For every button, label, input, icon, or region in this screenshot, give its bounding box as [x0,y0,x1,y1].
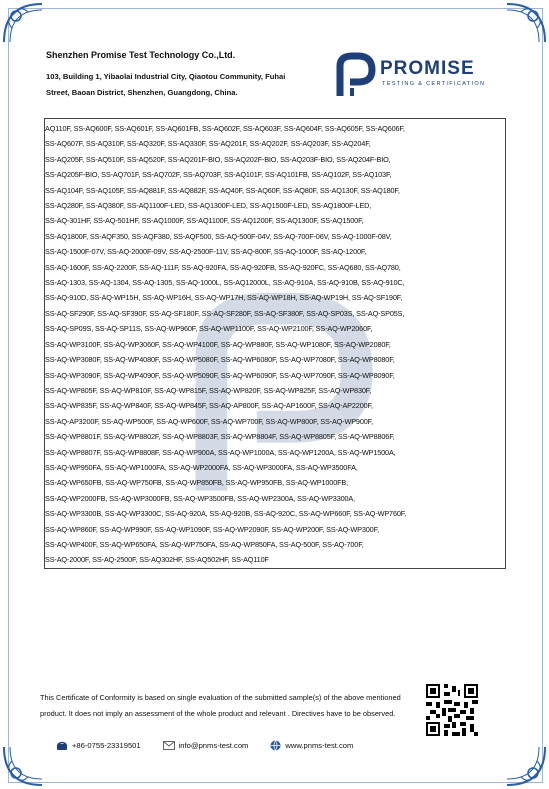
model-list-line: SS-AQ-WP3300B, SS-AQ-WP3300C, SS-AQ-920A, SS-AQ-920B, SS-AQ-920C, SS-AQ-WP660F, SS-AQ-WP760F, [45,509,407,519]
model-list-line: SS-AQ-WP400F, SS-AQ-WP650FA, SS-AQ-WP750FA, SS-AQ-WP850FA, SS-AQ-500F, SS-AQ-700F, [45,539,364,549]
model-list-line: AQ110F, SS-AQ600F, SS-AQ601F, SS-AQ601FB, SS-AQ602F, SS-AQ603F, SS-AQ604F, SS-AQ605F, SS-AQ606F, [45,124,405,133]
model-list-line: SS-AQ-WP835F, SS-AQ-WP840F, SS-AQ-WP845F, SS-AQ-AP800F, SS-AQ-AP1600F, SS-AQ-AP2200F, [45,401,373,411]
model-list-line: SS-AQ-WP8807F, SS-AQ-WP8808F, SS-AQ-WP900A, SS-AQ-WP1000A, SS-AQ-WP1200A, SS-AQ-WP1500A, [45,447,396,457]
address-line: Street, Baoan District, Shenzhen, Guangdong, China. [46,88,238,97]
model-list-line: SS-AQ-1303, SS-AQ-1304, SS-AQ-1305, SS-AQ-1000L, SS-AQ12000L, SS-AQ-910A, SS-AQ-910B, SS-AQ-910C, [45,278,405,288]
model-list-line: SS-AQ-WP3080F, SS-AQ-WP4080F, SS-AQ-WP5080F, SS-AQ-WP6080F, SS-AQ-WP7080F, SS-AQ-WP8080F, [45,355,395,365]
company-address [46,69,336,101]
model-list-line: SS-AQ-1600F, SS-AQ-2200F, SS-AQ-111F, SS-AQ-920FA, SS-AQ-920FB, SS-AQ-920FC, SS-AQ680, SS-AQ780, [45,262,401,272]
qr-code [426,684,478,736]
company-name: Shenzhen Promise Test Technology Co.,Ltd. [46,50,236,60]
website-url[interactable]: www.pnms-test.com [285,741,354,750]
model-list-line: SS-AQ104F, SS-AQ105F, SS-AQ881F, SS-AQ882F, SS-AQ40F, SS-AQ60F, SS-AQ80F, SS-AQ130F, SS-AQ180F, [45,185,400,195]
model-list-line: SS-AQ-WP2000FB, SS-AQ-WP3000FB, SS-AQ-WP3500FB, SS-AQ-WP2300A, SS-AQ-WP3300A, [45,493,356,503]
model-list-line: SS-AQ-SP09S, SS-AQ-SP11S, SS-AQ-WP960F, SS-AQ-WP1100F, SS-AQ-WP2100F, SS-AQ-WP2060F, [45,324,373,334]
model-list-line: SS-AQ-2000F, SS-AQ-2500F, SS-AQ302HF, SS-AQ502HF, SS-AQ110F [45,555,269,565]
disclaimer-text: This Certificate of Conformity is based on single evaluation of the submitted sample(s) of the above mentioned product. It does not imply an assessment of the whole product and relevant . Directives have to be observed. [40,693,401,718]
issuer-header [46,50,336,101]
model-list-line: SS-AQ-AP3200F, SS-AQ-WP500F, SS-AQ-WP600F, SS-AQ-WP700F, SS-AQ-WP800F, SS-AQ-WP900F, [45,416,374,426]
model-list-line: SS-AQ-WP805F, SS-AQ-WP810F, SS-AQ-WP815F, SS-AQ-WP820F, SS-AQ-WP825F, SS-AQ-WP830F, [45,385,372,395]
logo-tagline: TESTING & CERTIFICATION [382,81,486,87]
model-list-box [44,118,506,569]
contact-bar [56,740,416,751]
model-list-line: SS-AQ205F-BIO, SS-AQ701F, SS-AQ702F, SS-AQ703F, SS-AQ101F, SS-AQ101FB, SS-AQ102F, SS-AQ103F, [45,170,392,180]
corner-ornament-icon [505,2,547,44]
contact-phone [56,740,141,751]
promise-logo-mark-icon [332,52,376,98]
model-list-line: SS-AQ-WP860F, SS-AQ-WP990F, SS-AQ-WP1090F, SS-AQ-WP2090F, SS-AQ-WP200F, SS-AQ-WP300F, [45,524,379,534]
model-list-line: SS-AQ607F, SS-AQ310F, SS-AQ320F, SS-AQ330F, SS-AQ201F, SS-AQ202F, SS-AQ203F, SS-AQ204F, [45,139,371,149]
address-line: 103, Building 1, Yibaolai Industrial City, Qiaotou Community, Fuhai [46,72,286,81]
globe-icon [270,740,281,751]
model-list-line: SS-AQ-910D, SS-AQ-WP15H, SS-AQ-WP16H, SS-AQ-WP17H, SS-AQ-WP18H, SS-AQ-WP19H, SS-AQ-SF190F, [45,293,403,303]
model-list-line: SS-AQ-WP650FB, SS-AQ-WP750FB, SS-AQ-WP850FB, SS-AQ-WP950FB, SS-AQ-WP1000FB, [45,478,349,488]
corner-ornament-icon [505,745,547,787]
model-list-line: SS-AQ-SF290F, SS-AQ-SF390F, SS-AQ-SF180F, SS-AQ-SF280F, SS-AQ-SF380F, SS-AQ-SP03S, SS-AQ-SP05S, [45,308,405,318]
model-list-line: SS-AQ-WP3100F, SS-AQ-WP3060F, SS-AQ-WP4100F, SS-AQ-WP880F, SS-AQ-WP1080F, SS-AQ-WP2080F, [45,339,391,349]
model-list-line: SS-AQ205F, SS-AQ510F, SS-AQ520F, SS-AQ201F-BIO, SS-AQ202F-BIO, SS-AQ203F-BIO, SS-AQ204F-BIO, [45,154,391,164]
phone-number: +86-0755-23319501 [72,741,141,750]
model-list-line: SS-AQ280F, SS-AQ380F, SS-AQ1100F-LED, SS-AQ1300F-LED, SS-AQ1500F-LED, SS-AQ1800F-LED, [45,201,372,211]
corner-ornament-icon [2,2,44,44]
model-list-line: SS-AQ-WP950FA, SS-AQ-WP1000FA, SS-AQ-WP2000FA, SS-AQ-WP3000FA, SS-AQ-WP3500FA, [45,462,358,472]
model-list-line: SS-AQ-WP8801F, SS-AQ-WP8802F, SS-AQ-WP8803F, SS-AQ-WP8804F, SS-AQ-WP8805F, SS-AQ-WP8806F, [45,432,395,442]
contact-website[interactable] [270,740,353,751]
model-list-line: SS-AQ-WP3090F, SS-AQ-WP4090F, SS-AQ-WP5090F, SS-AQ-WP6090F, SS-AQ-WP7090F, SS-AQ-WP8090F, [45,370,395,380]
contact-email[interactable] [163,740,249,751]
model-list-line: SS-AQ-301HF, SS-AQ-501HF, SS-AQ1000F, SS-AQ1100F, SS-AQ1200F, SS-AQ1300F, SS-AQ1500F, [45,216,364,226]
phone-icon [56,741,68,751]
corner-ornament-icon [2,745,44,787]
logo-wordmark: PROMISE [380,58,475,79]
email-address[interactable]: info@pnms-test.com [178,741,249,750]
model-list-line: SS-AQ-1500F-07V, SS-AQ-2000F-09V, SS-AQ-2500F-11V, SS-AQ-800F, SS-AQ-1000F, SS-AQ-1200F, [45,247,367,257]
promise-logo [332,52,512,98]
email-icon [163,741,175,750]
model-list-line: SS-AQ1800F, SS-AQF350, SS-AQF380, SS-AQF500, SS-AQ-500F-04V, SS-AQ-700F-06V, SS-AQ-1000F-08V, [45,231,392,241]
